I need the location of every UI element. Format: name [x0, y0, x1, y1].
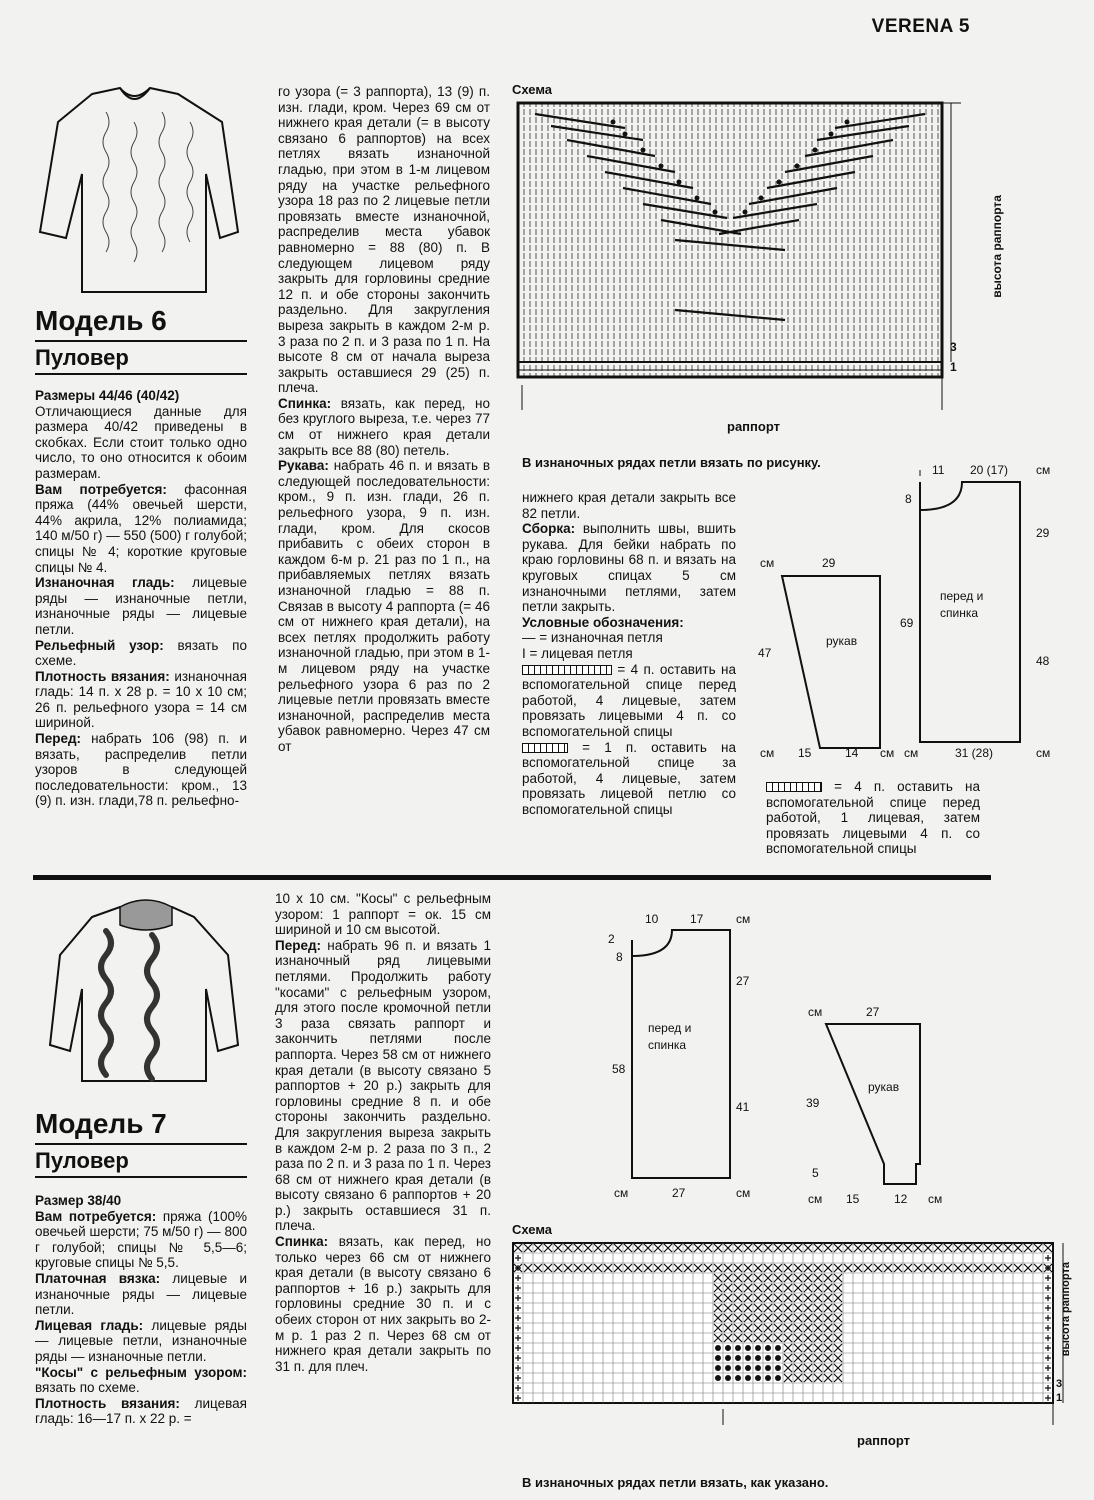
- paragraph: Перед: набрать 106 (98) п. и вязать, распределив петли узоров в следующей последовательности: кром., 13 (9) п. изн. глади,78 п. рельефно-: [35, 731, 247, 809]
- paragraph: = 4 п. оставить на вспомогательной спице перед работой, 1 лицевая, затем провязать лицевыми 4 п. со вспомогательной спицы: [766, 779, 980, 857]
- model-6-subtitle: Пуловер: [35, 345, 129, 370]
- paragraph: Лицевая гладь: лицевые ряды — лицевые петли, изнаночные ряды — изнаночные петли.: [35, 1317, 247, 1364]
- m7-body-left-top-dim-1: 2: [608, 932, 615, 946]
- model-7-chart-caption: В изнаночных рядах петли вязать, как указано.: [522, 1475, 829, 1490]
- model-6-sleeve-pattern: [760, 560, 900, 760]
- body-left-top-dim: 8: [905, 492, 912, 506]
- model-7-knitting-chart: [510, 1240, 1070, 1425]
- model-6-column-1: [35, 388, 247, 809]
- paragraph: "Косы" с рельефным узором: вязать по схеме.: [35, 1364, 247, 1396]
- paragraph: нижнего края детали закрыть все 82 петли.: [522, 490, 736, 521]
- paragraph: Изнаночная гладь: лицевые ряды — изнаночные петли, изнаночные ряды — лицевые петли.: [35, 575, 247, 637]
- model-6-knitting-chart: [515, 100, 975, 412]
- body-right-mid-dim: 48: [1036, 654, 1050, 668]
- m7-sleeve-bottom-dim-1: 15: [846, 1192, 860, 1206]
- m7-sleeve-top-unit: см: [808, 1005, 823, 1019]
- paragraph: Спинка: вязать, как перед, но без круглого выреза, т.е. через 77 см от нижнего края детали закрыть все 88 (80) петель.: [278, 395, 490, 458]
- m7-body-left-mid-dim: 58: [612, 1062, 626, 1076]
- cable-symbol-icon: [522, 743, 568, 753]
- cable-symbol-icon: [522, 665, 612, 675]
- model-6-chart-title: Схема: [512, 82, 553, 97]
- m7-chart-row-3-label: 3: [1056, 1378, 1063, 1390]
- paragraph: Плотность вязания: лицевая гладь: 16—17 п. х 22 р. =: [35, 1395, 247, 1427]
- paragraph: Платочная вязка: лицевые и изнаночные ряды — лицевые петли.: [35, 1270, 247, 1318]
- m7-body-bottom-unit-left: см: [614, 1186, 629, 1200]
- model-6-title: Модель 6: [35, 305, 167, 336]
- body-top-dim-1: 11: [932, 463, 945, 477]
- paragraph: Вам потребуется: пряжа (100% овечьей шерсти; 75 м/50 г) — 800 г голубой; спицы № 5,5—6; круговые спицы № 5,5.: [35, 1208, 247, 1271]
- m7-sleeve-top-dim: 27: [866, 1005, 880, 1019]
- paragraph: I = лицевая петля: [522, 645, 633, 661]
- sleeve-bottom-unit-right: см: [880, 746, 895, 760]
- model-6-chart-caption: В изнаночных рядах петли вязать по рисунку.: [522, 455, 821, 470]
- magazine-header: VERENA 5: [871, 16, 970, 37]
- m7-body-bottom-dim: 27: [672, 1186, 686, 1200]
- body-bottom-dim: 31 (28): [955, 746, 994, 760]
- paragraph: Отличающиеся данные для размера 40/42 приведены в скобках. Если стоит только одно число, то оно относится к обоим размерам.: [35, 403, 247, 481]
- section-separator: [33, 875, 991, 880]
- paragraph: Размер 38/40: [35, 1193, 122, 1208]
- m7-sleeve-piece-label: рукав: [868, 1080, 900, 1094]
- m7-body-top-dim-1: 10: [645, 912, 659, 926]
- body-top-dim-2: 20 (17): [970, 463, 1009, 477]
- cable-symbol-icon: [766, 782, 822, 792]
- m7-body-top-dim-2: 17: [690, 912, 704, 926]
- m7-chart-side-label: высота раппорта: [1060, 1262, 1072, 1357]
- model-7-column-2: [275, 891, 491, 1374]
- m7-sleeve-bottom-unit-left: см: [808, 1192, 823, 1206]
- m7-sleeve-left-bottom-dim: 5: [812, 1166, 819, 1180]
- m7-chart-bottom-label: раппорт: [857, 1433, 910, 1448]
- m7-body-piece-label: перед и спинка: [648, 1021, 692, 1052]
- paragraph: — = изнаночная петля: [522, 630, 663, 646]
- m7-sleeve-left-dim: 39: [806, 1096, 820, 1110]
- sleeve-top-dim: 29: [822, 556, 836, 570]
- m7-sleeve-bottom-unit-right: см: [928, 1192, 943, 1206]
- sweater-sketch-model-7: [22, 895, 250, 1095]
- paragraph: Спинка: вязать, как перед, но только через 66 см от нижнего края детали (в высоту связано 6 раппортов + 16 р.) закрыть для горловины средние 30 п. и с обеих сторон от них закрыть во 2-м р. 1 раз 2 п. Через 68 см от нижнего края детали закрыть по 31 п. для плеч.: [275, 1234, 491, 1374]
- m7-body-bottom-unit-right: см: [736, 1186, 751, 1200]
- paragraph: Сборка: выполнить швы, вшить рукава. Для бейки набрать по краю горловины 68 п. и вязать на круговых спицах 5 см изнаночными петлями, затем петли закрыть.: [522, 521, 736, 615]
- sleeve-left-dim: 47: [758, 646, 772, 660]
- chart-bottom-label: раппорт: [727, 419, 780, 434]
- sleeve-bottom-unit-left: см: [760, 746, 775, 760]
- sleeve-piece-label: рукав: [826, 634, 858, 648]
- chart-row-3-label: 3: [950, 340, 957, 354]
- paragraph: Рукава: набрать 46 п. и вязать в следующей последовательности: кром., 9 п. изн. глади, 26 п. рельефного узора, 9 п. изн. глади, кром. Для скосов прибавить с обеих сторон в каждом 6-м р. 21 раз по 1 п., на прибавляемых петлях вязать изнаночной гладью = 88 п. Связав в высоту 4 раппорта (= 46 см от нижнего края детали), на всех петлях продолжить работу изнаночной гладью, при этом в 1-м лицевом ряду на участке рельефного узора 6 раз по 2 лицевые петли провязать вместе изнаночной, распределив места убавок равномерно. Через 47 см от: [278, 458, 490, 754]
- paragraph: Перед: набрать 96 п. и вязать 1 изнаночный ряд лицевыми петлями. Продолжить работу "косами" с рельефным узором, для этого после кромочной петли 3 раза связать раппорт и закончить петлями после раппорта. Через 58 см от нижнего края детали (в высоту связано 5 раппортов + 20 р.) закрыть для горловины средние 8 п. и обе стороны закончить раздельно. Для закругления выреза закрыть в каждом 2-м р. 2 раза по 3 п., 2 раза по 2 п. и 3 раза по 1 п. Через 68 см от нижнего края детали (в высоту связано 6 раппортов + 20 р.) закрыть оставшиеся 31 п. плеча.: [275, 937, 491, 1234]
- model-6-column-4: [766, 779, 980, 857]
- body-bottom-unit-right: см: [1036, 746, 1051, 760]
- model-7-title-rule: [35, 1143, 247, 1145]
- body-bottom-unit-left: см: [904, 746, 919, 760]
- model-7-subtitle: Пуловер: [35, 1148, 129, 1173]
- m7-body-right-mid-dim: 41: [736, 1100, 750, 1114]
- model-7-sleeve-pattern: [820, 1010, 940, 1190]
- body-right-top-dim: 29: [1036, 526, 1050, 540]
- sleeve-bottom-dim-2: 14: [845, 746, 859, 760]
- model-6-title-rule: [35, 340, 247, 342]
- sleeve-top-unit: см: [760, 556, 775, 570]
- body-left-mid-dim: 69: [900, 616, 914, 630]
- paragraph: Условные обозначения:: [522, 614, 684, 630]
- body-piece-label: перед и спинка: [940, 589, 984, 620]
- chart-side-label: высота раппорта: [990, 195, 1004, 298]
- paragraph: Рельефный узор: вязать по схеме.: [35, 637, 247, 669]
- model-6-column-2: [278, 84, 490, 755]
- paragraph: Размеры 44/46 (40/42): [35, 388, 180, 403]
- model-7-chart-title: Схема: [512, 1222, 553, 1237]
- paragraph: Плотность вязания: изнаночная гладь: 14 п. х 28 р. = 10 х 10 см; 26 п. рельефного узора = 14 см шириной.: [35, 668, 247, 731]
- chart-row-1-label: 1: [950, 360, 957, 374]
- model-7-column-1: [35, 1193, 247, 1427]
- sweater-sketch-model-6: [22, 82, 244, 302]
- model-7-title: Модель 7: [35, 1108, 167, 1139]
- paragraph: 10 х 10 см. "Косы" с рельефным узором: 1 раппорт = ок. 15 см шириной и 10 см высотой.: [275, 891, 491, 938]
- paragraph: го узора (= 3 раппорта), 13 (9) п. изн. глади, кром. Через 69 см от нижнего края детали (= в высоту связано 6 раппортов) на всех петлях вязать изнаночной гладью, при этом в 1-м лицевом ряду на участке рельефного узора 18 раз по 2 лицевые петли провязать вместе изнаночной, распределив места убавок равномерно = 88 (80) п. В следующем лицевом ряду закрыть для горловины средние 12 п. и обе стороны закончить раздельно. Для закругления выреза закрыть в каждом 2-м р. 3 раза по 2 п. и 3 раза по 1 п. На высоте 8 см от начала выреза закрыть оставшиеся 29 (25) п. плеча.: [278, 84, 490, 396]
- paragraph: Вам потребуется: фасонная пряжа (44% овечьей шерсти, 44% акрила, 12% полиамида; 140 м/50 г) — 550 (500) г голубой; спицы № 4; короткие круговые спицы № 4.: [35, 481, 247, 575]
- m7-chart-row-1-label: 1: [1056, 1392, 1063, 1404]
- body-top-unit: см: [1036, 463, 1051, 477]
- model-6-subtitle-rule: [35, 373, 247, 375]
- sleeve-bottom-dim-1: 15: [798, 746, 812, 760]
- model-7-subtitle-rule: [35, 1176, 247, 1178]
- paragraph: = 1 п. оставить на вспомогательной спице за работой, 4 лицевые, затем провязать лицевой петлю со вспомогательной спицы: [522, 739, 736, 817]
- m7-body-right-top-dim: 27: [736, 974, 750, 988]
- m7-sleeve-bottom-dim-2: 12: [894, 1192, 908, 1206]
- m7-body-left-top-dim-2: 8: [616, 950, 623, 964]
- m7-body-top-unit: см: [736, 912, 751, 926]
- model-6-column-3: [522, 490, 736, 817]
- paragraph: = 4 п. оставить на вспомогательной спице перед работой, 4 лицевые, затем провязать лицевыми 4 п. со вспомогательной спицы: [522, 661, 736, 739]
